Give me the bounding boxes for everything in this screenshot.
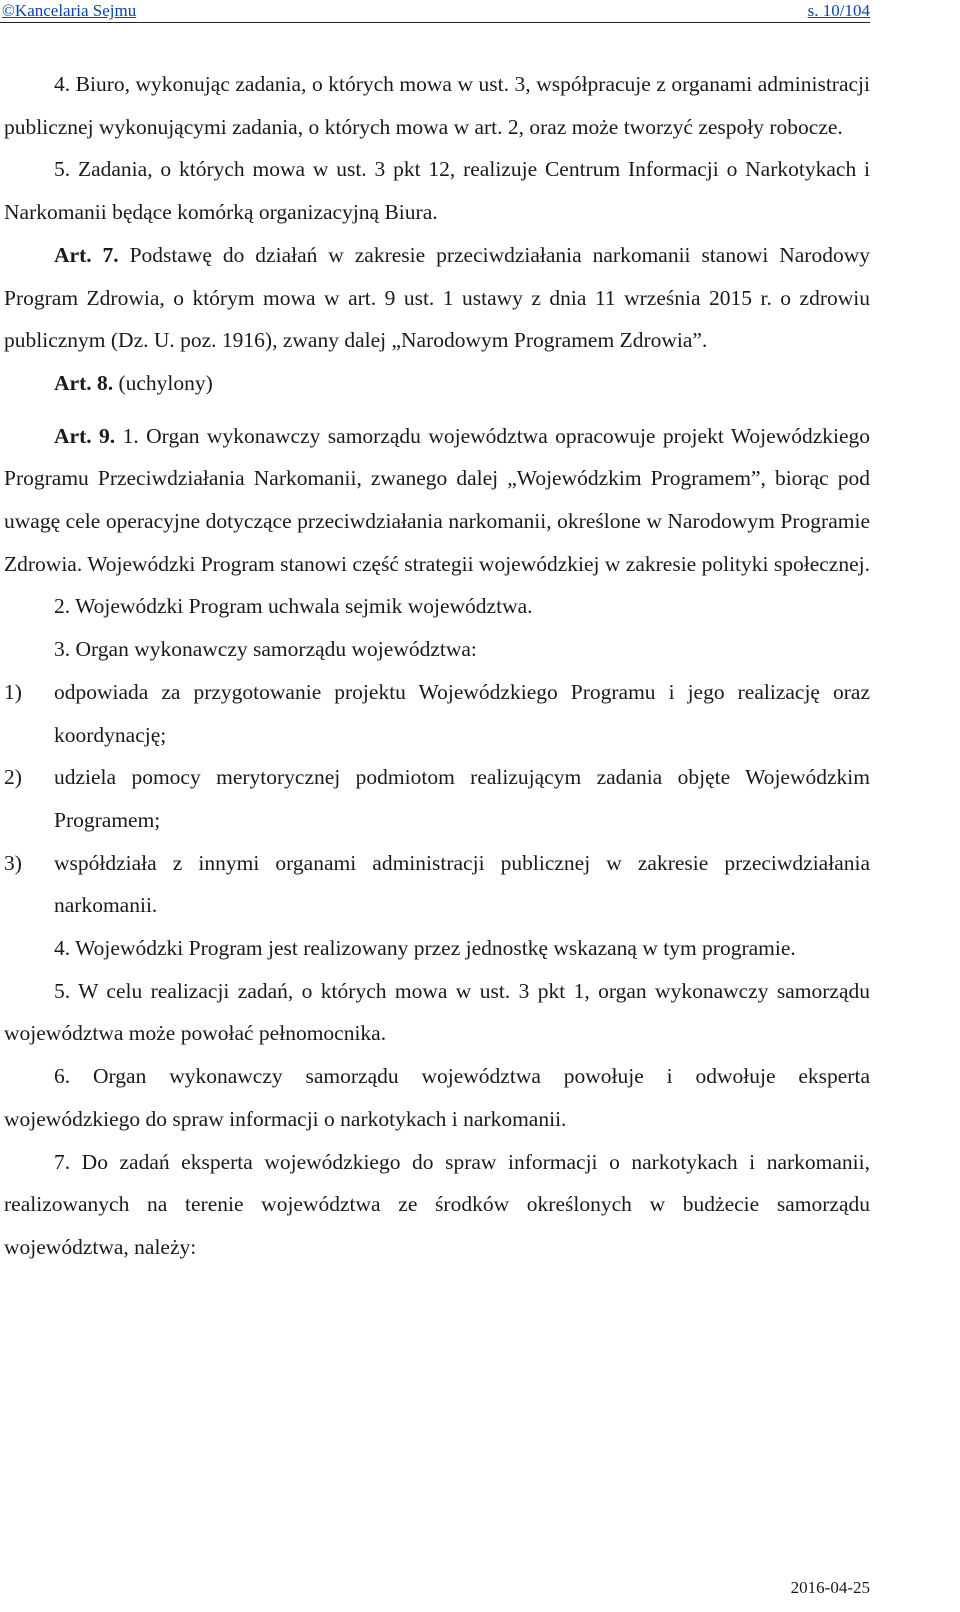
article-label-art7: Art. 7. [54, 242, 119, 267]
paragraph-art9-ust7: 7. Do zadań eksperta wojewódzkiego do spraw informacji o narkotykach i narkomanii, realizowanych na terenie województwa ze środków określonych w budżecie samorządu województwa, należy: [4, 1149, 870, 1259]
footer-date: 2016-04-25 [790, 1578, 870, 1597]
copyright-link[interactable]: ©Kancelaria Sejmu [2, 1, 137, 20]
paragraph-art9-ust3: 3. Organ wykonawczy samorządu województwa: [54, 637, 477, 662]
article-text-art9: 1. Organ wykonawczy samorządu województwa opracowuje projekt Wojewódzkiego Programu Przeciwdziałania Narkomanii, zwanego dalej „Wojewódzkim Programem”, biorąc pod uwagę cele operacyjne dotyczące przeciwdziałania narkomanii, określone w Narodowym Programie Zdrowia. Wojewódzki Program stanowi część strategii wojewódzkiej w zakresie polityki społecznej. [4, 423, 871, 576]
list-item [4, 756, 870, 841]
paragraph-art9-ust2: 2. Wojewódzki Program uchwala sejmik województwa. [54, 594, 533, 619]
list-item [4, 671, 870, 756]
list-item-text: współdziała z innymi organami administracji publicznej w zakresie przeciwdziałania narkomanii. [54, 850, 870, 918]
paragraph-art9-ust6: 6. Organ wykonawczy samorządu województwa powołuje i odwołuje eksperta wojewódzkiego do spraw informacji o narkotykach i narkomanii. [4, 1064, 870, 1131]
paragraph-art9-ust4: 4. Wojewódzki Program jest realizowany przez jednostkę wskazaną w tym programie. [54, 936, 796, 961]
list-item [4, 842, 870, 927]
list-item-text: odpowiada za przygotowanie projektu Wojewódzkiego Programu i jego realizację oraz koordynację; [54, 679, 870, 747]
paragraph-art6-ust5: 5. Zadania, o których mowa w ust. 3 pkt 12, realizuje Centrum Informacji o Narkotykach i Narkomanii będące komórką organizacyjną Biura. [4, 157, 870, 225]
article-label-art8: Art. 8. [54, 370, 114, 395]
list-item-text: udziela pomocy merytorycznej podmiotom realizującym zadania objęte Wojewódzkim Programem; [54, 765, 870, 832]
article-label-art9: Art. 9. [54, 423, 116, 448]
paragraph-art6-ust4: 4. Biuro, wykonując zadania, o których mowa w ust. 3, współpracuje z organami administracji publicznej wykonującymi zadania, o których mowa w art. 2, oraz może tworzyć zespoły robocze. [4, 72, 870, 139]
paragraph-art9-ust5: 5. W celu realizacji zadań, o których mowa w ust. 3 pkt 1, organ wykonawczy samorządu województwa może powołać pełnomocnika. [4, 978, 870, 1046]
article-text-art7: Podstawę do działań w zakresie przeciwdziałania narkomanii stanowi Narodowy Program Zdrowia, o którym mowa w art. 9 ust. 1 ustawy z dnia 11 września 2015 r. o zdrowiu publicznym (Dz. U. poz. 1916), zwany dalej „Narodowym Programem Zdrowia”. [4, 242, 870, 353]
list-item-number: 3) [4, 850, 22, 875]
paragraph-art8 [4, 362, 870, 405]
list-item-number: 1) [4, 679, 22, 704]
article-text-art8: (uchylony) [113, 370, 213, 395]
paragraph-art7 [4, 234, 870, 362]
paragraph-art9-ust1 [4, 415, 870, 586]
page-number-link[interactable]: s. 10/104 [807, 1, 870, 20]
page-header [0, 0, 870, 23]
list-item-number: 2) [4, 765, 22, 790]
document-body [4, 63, 870, 1269]
